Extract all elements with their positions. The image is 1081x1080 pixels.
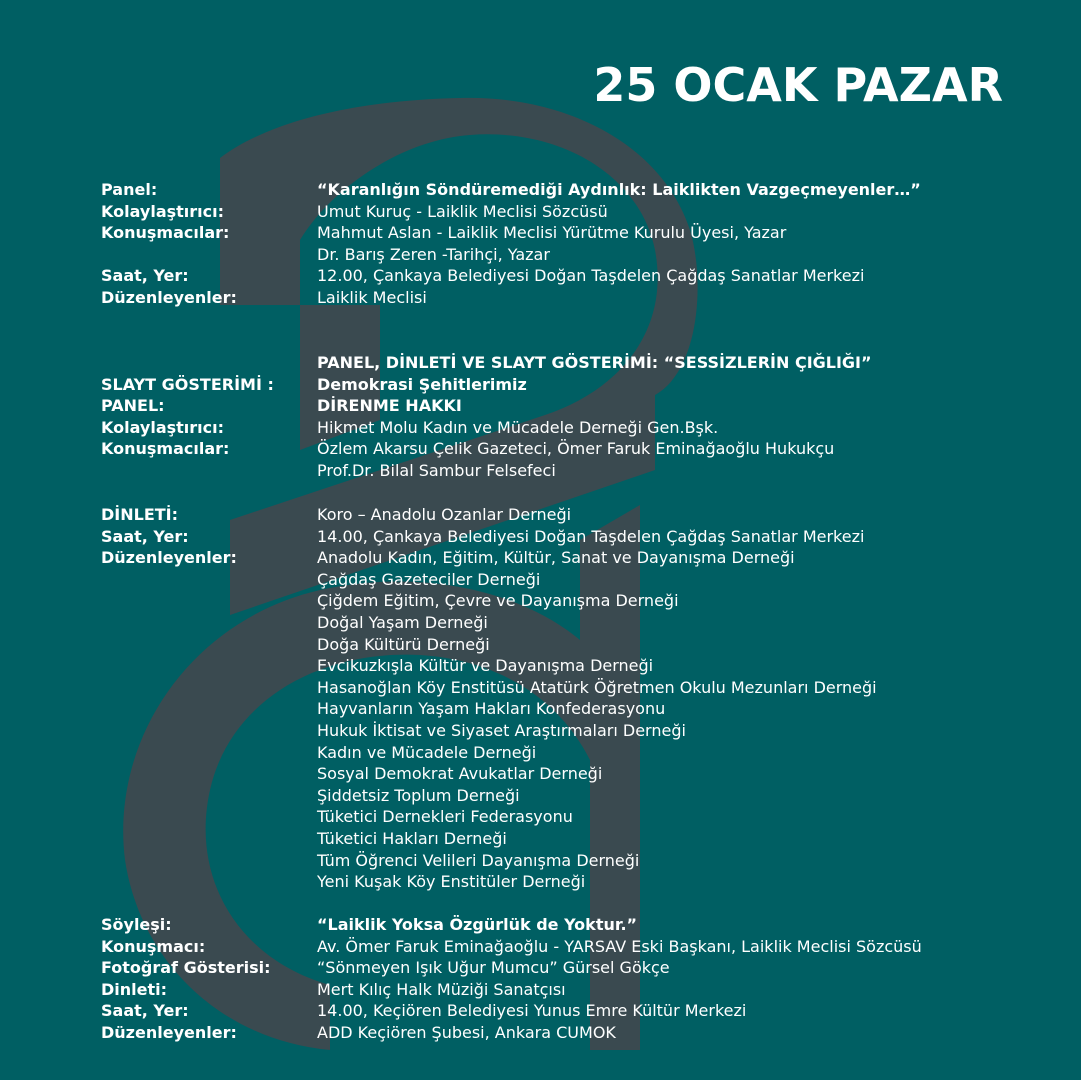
row-label: Saat, Yer: xyxy=(101,266,189,286)
row-value: 12.00, Çankaya Belediyesi Doğan Taşdelen Çağdaş Sanatlar Merkezi xyxy=(317,266,865,286)
row-value: Anadolu Kadın, Eğitim, Kültür, Sanat ve Dayanışma Derneği xyxy=(317,548,795,568)
row-value: Çağdaş Gazeteciler Derneği xyxy=(317,569,541,589)
page-title: 25 OCAK PAZAR xyxy=(593,58,1003,112)
row-value: Tüm Öğrenci Velileri Dayanışma Derneği xyxy=(317,850,640,870)
row-value: Hasanoğlan Köy Enstitüsü Atatürk Öğretmen Okulu Mezunları Derneği xyxy=(317,677,877,697)
row-value: Tüketici Dernekleri Federasyonu xyxy=(317,807,573,827)
row-value: PANEL, DİNLETİ VE SLAYT GÖSTERİMİ: “SESSİZLERİN ÇIĞLIĞI” xyxy=(317,353,872,372)
row-value: 14.00, Çankaya Belediyesi Doğan Taşdelen Çağdaş Sanatlar Merkezi xyxy=(317,526,865,546)
row-label: DİNLETİ: xyxy=(101,505,179,524)
row-value: Demokrasi Şehitlerimiz xyxy=(317,374,527,394)
row-value: Mahmut Aslan - Laiklik Meclisi Yürütme Kurulu Üyesi, Yazar xyxy=(317,223,787,243)
row-label: Düzenleyenler: xyxy=(101,1023,237,1042)
row-label: Düzenleyenler: xyxy=(101,288,237,307)
row-label: Dinleti: xyxy=(101,979,168,999)
row-label: Konuşmacılar: xyxy=(101,439,230,459)
row-value: ADD Keçiören Şubesi, Ankara CUMOK xyxy=(317,1023,616,1042)
row-label: Düzenleyenler: xyxy=(101,548,237,568)
row-label: Konuşmacı: xyxy=(101,936,206,956)
row-value: Hukuk İktisat ve Siyaset Araştırmaları Derneği xyxy=(317,721,686,740)
row-value: “Karanlığın Söndüremediği Aydınlık: Laiklikten Vazgeçmeyenler…” xyxy=(317,180,921,199)
row-value: Av. Ömer Faruk Eminağaoğlu - YARSAV Eski Başkanı, Laiklik Meclisi Sözcüsü xyxy=(317,936,922,956)
row-value: Prof.Dr. Bilal Sambur Felsefeci xyxy=(317,461,556,480)
row-value: Laiklik Meclisi xyxy=(317,288,427,307)
row-value: Koro – Anadolu Ozanlar Derneği xyxy=(317,505,572,524)
row-value: Hikmet Molu Kadın ve Mücadele Derneği Gen.Bşk. xyxy=(317,417,719,437)
row-label: Fotoğraf Gösterisi: xyxy=(101,958,271,978)
row-value: Hayvanların Yaşam Hakları Konfederasyonu xyxy=(317,699,666,719)
row-value: Çiğdem Eğitim, Çevre ve Dayanışma Derneği xyxy=(317,591,679,611)
row-label: Saat, Yer: xyxy=(101,526,189,546)
row-value: Umut Kuruç - Laiklik Meclisi Sözcüsü xyxy=(317,201,608,221)
row-value: Kadın ve Mücadele Derneği xyxy=(317,742,537,762)
row-value: Özlem Akarsu Çelik Gazeteci, Ömer Faruk Eminağaoğlu Hukukçu xyxy=(317,439,835,459)
row-label: Konuşmacılar: xyxy=(101,223,230,243)
row-value: Doğa Kültürü Derneği xyxy=(317,634,490,654)
row-label: Kolaylaştırıcı: xyxy=(101,201,225,221)
row-value: “Sönmeyen Işık Uğur Mumcu” Gürsel Gökçe xyxy=(317,958,670,978)
row-label: Kolaylaştırıcı: xyxy=(101,417,225,437)
row-label: Panel: xyxy=(101,180,158,199)
row-value: Dr. Barış Zeren -Tarihçi, Yazar xyxy=(317,244,550,264)
row-value: Mert Kılıç Halk Müziği Sanatçısı xyxy=(317,979,566,999)
row-value: Tüketici Hakları Derneği xyxy=(317,829,507,848)
row-label: Saat, Yer: xyxy=(101,1001,189,1021)
row-value: Yeni Kuşak Köy Enstitüler Derneği xyxy=(317,872,586,892)
row-value: 14.00, Keçiören Belediyesi Yunus Emre Kültür Merkezi xyxy=(317,1001,747,1021)
row-value: Evcikuzkışla Kültür ve Dayanışma Derneği xyxy=(317,656,654,676)
row-value: DİRENME HAKKI xyxy=(317,396,462,416)
row-label: Söyleşi: xyxy=(101,915,172,934)
row-label: PANEL: xyxy=(101,396,165,416)
row-value: Sosyal Demokrat Avukatlar Derneği xyxy=(317,764,603,784)
row-value: Doğal Yaşam Derneği xyxy=(317,613,488,632)
row-label: SLAYT GÖSTERİMİ : xyxy=(101,374,274,394)
row-value: “Laiklik Yoksa Özgürlük de Yoktur.” xyxy=(317,915,638,934)
row-value: Şiddetsiz Toplum Derneği xyxy=(317,785,520,805)
